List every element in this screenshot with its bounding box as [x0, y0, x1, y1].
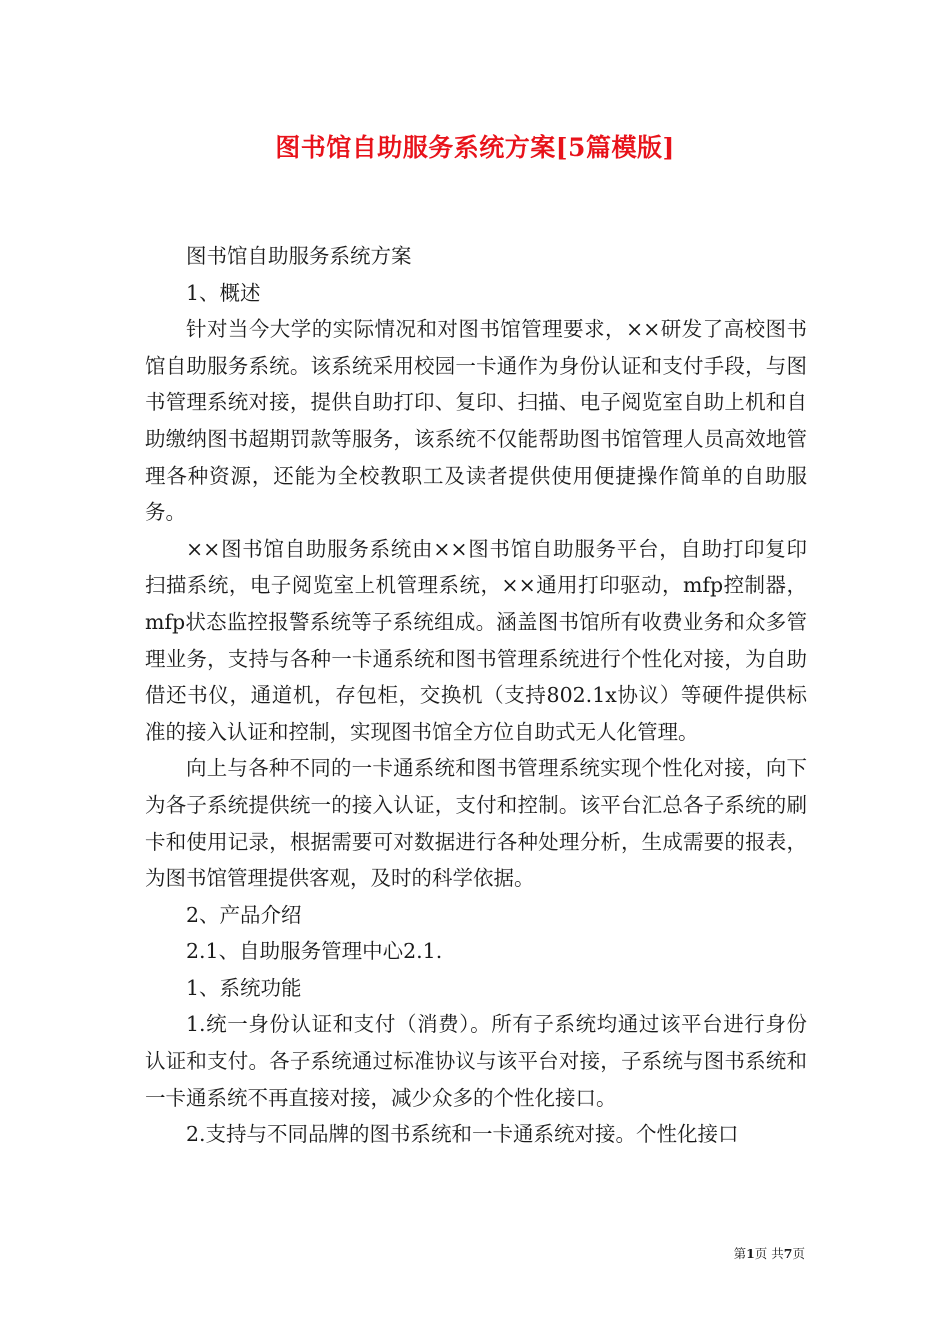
footer-total-pages: 7 — [783, 1246, 793, 1261]
subsection-heading-center: 2.1、自助服务管理中心2.1. — [186, 939, 443, 964]
page-footer — [734, 1246, 805, 1262]
paragraph-overview: 针对当今大学的实际情况和对图书馆管理要求，××研发了高校图书馆自助服务系统。该系统采用校园一卡通作为身份认证和支付手段，与图书管理系统对接，提供自助打印、复印、扫描、电子阅览室自助上机和自助缴纳图书超期罚款等服务，该系统不仅能帮助图书馆管理人员高效地管理各种资源，还能为全校教职工及读者提供使用便捷操作简单的自助服务。 — [145, 317, 807, 525]
footer-middle: 页 共 — [754, 1246, 784, 1261]
document-title: 图书馆自助服务系统方案[5篇模版] — [275, 133, 675, 162]
subsection-heading-functions: 1、系统功能 — [186, 975, 302, 1000]
section-heading-product: 2、产品介绍 — [186, 902, 302, 927]
footer-suffix: 页 — [792, 1246, 805, 1261]
footer-page-number: 1 — [746, 1246, 755, 1261]
paragraph-composition: ××图书馆自助服务系统由××图书馆自助服务平台，自助打印复印扫描系统，电子阅览室上机管理系统，××通用打印驱动，mfp控制器，mfp状态监控报警系统等子系统组成。涵盖图书馆所有收费业务和众多管理业务，支持与各种一卡通系统和图书管理系统进行个性化对接，为自助借还书仪，通道机，存包柜，交换机（支持802.1x协议）等硬件提供标准的接入认证和控制，实现图书馆全方位自助式无人化管理。 — [145, 536, 807, 744]
section-heading-main: 图书馆自助服务系统方案 — [186, 244, 412, 268]
footer-prefix: 第 — [733, 1246, 747, 1261]
document-body — [145, 238, 807, 1153]
paragraph-function-2: 2.支持与不同品牌的图书系统和一卡通系统对接。个性化接口 — [186, 1122, 739, 1147]
paragraph-integration: 向上与各种不同的一卡通系统和图书管理系统实现个性化对接，向下为各子系统提供统一的接入认证，支付和控制。该平台汇总各子系统的刷卡和使用记录，根据需要可对数据进行各种处理分析，生成需要的报表，为图书馆管理提供客观，及时的科学依据。 — [145, 756, 807, 891]
paragraph-function-1: 1.统一身份认证和支付（消费）。所有子系统均通过该平台进行身份认证和支付。各子系统通过标准协议与该平台对接，子系统与图书系统和一卡通系统不再直接对接，减少众多的个性化接口。 — [145, 1012, 807, 1110]
section-heading-overview: 1、概述 — [186, 280, 261, 305]
